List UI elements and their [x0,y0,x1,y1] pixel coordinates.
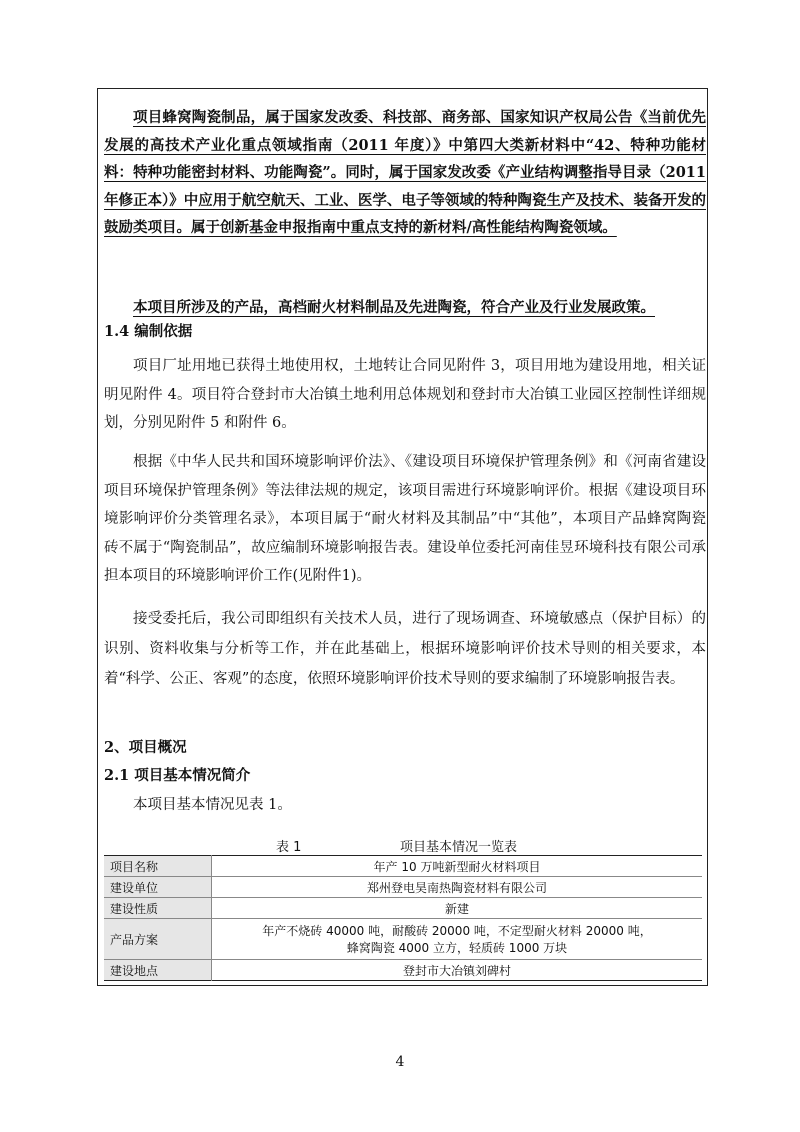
row-value: 新建 [212,898,703,919]
policy-summary [104,294,706,321]
section-heading-1-4: 1.4 编制依据 [104,323,193,340]
project-info-table [104,855,702,981]
table-intro-text: 本项目基本情况见表 1。 [133,797,292,813]
page-number: 4 [395,1054,405,1070]
section-heading-2-1: 2.1 项目基本情况简介 [104,767,251,784]
land-use-paragraph [104,352,706,438]
policy-summary-text: 本项目所涉及的产品，高档耐火材料制品及先进陶瓷，符合产业及行业发展政策。 [133,299,655,316]
row-label: 项目名称 [104,856,212,877]
legal-basis-text: 根据《中华人民共和国环境影响评价法》、《建设项目环境保护管理条例》和《河南省建设项目环境保护管理条例》等法律法规的规定，该项目需进行环境影响评价。根据《建设项目环境影响评价分类管理名录》，本项目属于“耐火材料及其制品”中“其他”，本项目产品蜂窝陶瓷砖不属于“陶瓷制品”，故应编制环境影响报告表。建设单位委托河南佳昱环境科技有限公司承担本项目的环境影响评价工作(见附件1)。 [104,454,706,584]
table-row [104,856,702,877]
policy-paragraph [104,104,706,242]
row-label: 建设地点 [104,960,212,981]
table-row [104,919,702,960]
row-value-line: 蜂窝陶瓷 4000 立方，轻质砖 1000 万块 [346,941,568,955]
row-value [212,919,703,960]
table-row [104,898,702,919]
table-title: 项目基本情况一览表 [400,840,518,855]
table-row [104,960,702,981]
policy-paragraph-text: 项目蜂窝陶瓷制品，属于国家发改委、科技部、商务部、国家知识产权局公告《当前优先发展的高技术产业化重点领域指南（2011 年度）》中第四大类新材料中“42、特种功能材料：特种功能密封材料、功能陶瓷”。同时，属于国家发改委《产业结构调整指导目录（2011 年修正本）》中应用于航空航天、工业、医学、电子等领域的特种陶瓷生产及技术、装备开发的鼓励类项目。属于创新基金申报指南中重点支持的新材料/高性能结构陶瓷领域。 [104,109,706,236]
table-intro-paragraph [104,794,706,816]
row-value: 年产 10 万吨新型耐火材料项目 [373,859,541,874]
legal-basis-paragraph [104,448,706,591]
land-use-text: 项目厂址用地已获得土地使用权，土地转让合同见附件 3，项目用地为建设用地，相关证明见附件 4。项目符合登封市大冶镇土地利用总体规划和登封市大冶镇工业园区控制性详细规划，分别见附件 5 和附件 6。 [104,358,706,431]
section-heading-2: 2、项目概况 [104,739,187,756]
table-caption [104,836,706,854]
table-number: 表 1 [276,840,302,855]
row-value: 郑州登电昊南热陶瓷材料有限公司 [212,877,703,898]
row-label: 建设性质 [104,898,212,919]
work-process-text: 接受委托后，我公司即组织有关技术人员，进行了现场调查、环境敏感点（保护目标）的识别、资料收集与分析等工作，并在此基础上，根据环境影响评价技术导则的相关要求，本着“科学、公正、客观”的态度，依照环境影响评价技术导则的要求编制了环境影响报告表。 [104,611,706,687]
table-row [104,877,702,898]
row-label: 建设单位 [104,877,212,898]
row-value: 登封市大冶镇刘碑村 [212,960,703,981]
work-process-paragraph [104,604,706,694]
row-value-line: 年产不烧砖 40000 吨，耐酸砖 20000 吨，不定型耐火材料 20000 吨， [262,924,652,938]
row-label: 产品方案 [104,919,212,960]
